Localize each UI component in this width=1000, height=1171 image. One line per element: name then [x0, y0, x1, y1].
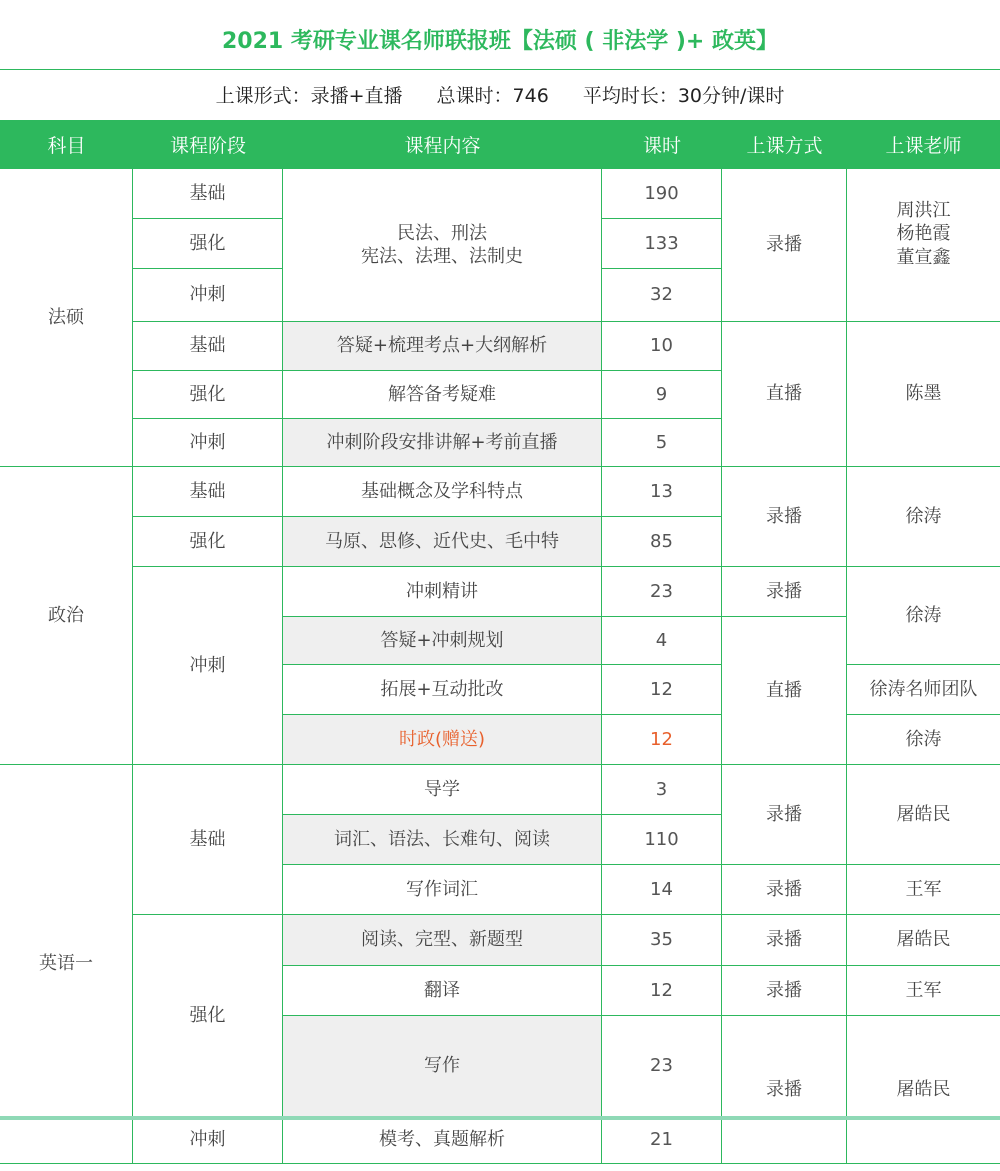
- header-content: 课程内容: [283, 120, 602, 169]
- content-cell: 解答备考疑难: [283, 371, 602, 419]
- hours-cell: 14: [602, 865, 722, 915]
- header-method: 上课方式: [722, 120, 847, 169]
- teacher-cell: 王军: [847, 966, 1000, 1016]
- teacher-cell: 徐涛: [847, 567, 1000, 665]
- header-subject: 科目: [0, 120, 133, 169]
- subject-cell: 政治: [0, 467, 133, 765]
- header-teacher: 上课老师: [847, 120, 1000, 169]
- method-cell: 录播: [722, 966, 847, 1016]
- subject-cell: 英语一: [0, 765, 133, 1164]
- stage-cell: 冲刺: [133, 1117, 283, 1164]
- course-table: [0, 120, 1000, 1151]
- stage-cell: 冲刺: [133, 567, 283, 765]
- teacher-cell: 周洪江 杨艳霞 董宣鑫: [847, 169, 1000, 322]
- method-cell: 录播: [722, 467, 847, 567]
- teacher-cell: 徐涛: [847, 467, 1000, 567]
- method-cell: 直播: [722, 617, 847, 765]
- content-cell: 写作: [283, 1016, 602, 1117]
- content-cell: 民法、刑法 宪法、法理、法制史: [283, 169, 602, 322]
- course-info-bar: [0, 70, 1000, 120]
- content-cell: 马原、思修、近代史、毛中特: [283, 517, 602, 567]
- method-cell: 直播: [722, 322, 847, 467]
- stage-cell: 冲刺: [133, 419, 283, 467]
- header-stage: 课程阶段: [133, 120, 283, 169]
- hours-cell: 12: [602, 665, 722, 715]
- stage-cell: 强化: [133, 371, 283, 419]
- teacher-cell: 屠皓民: [847, 915, 1000, 966]
- bottom-accent-bar: [0, 1116, 1000, 1120]
- teacher-cell: 陈墨: [847, 322, 1000, 467]
- teacher-cell: 徐涛: [847, 715, 1000, 765]
- hours-cell: 9: [602, 371, 722, 419]
- content-cell: 冲刺精讲: [283, 567, 602, 617]
- content-cell: 答疑+冲刺规划: [283, 617, 602, 665]
- hours-cell: 12: [602, 966, 722, 1016]
- hours-cell: 23: [602, 1016, 722, 1117]
- method-cell: 录播: [722, 765, 847, 865]
- stage-cell: 基础: [133, 467, 283, 517]
- hours-cell: 32: [602, 269, 722, 322]
- subject-cell: 法硕: [0, 169, 133, 467]
- hours-cell-highlight: 12: [602, 715, 722, 765]
- method-cell: 录播: [722, 915, 847, 966]
- header-hours: 课时: [602, 120, 722, 169]
- hours-cell: 133: [602, 219, 722, 269]
- course-format: 上课形式：录播+直播: [215, 85, 403, 107]
- hours-cell: 190: [602, 169, 722, 219]
- content-cell: 翻译: [283, 966, 602, 1016]
- page-title: 2021 考研专业课名师联报班【法硕 ( 非法学 )+ 政英】: [221, 29, 779, 54]
- content-cell: 词汇、语法、长难句、阅读: [283, 815, 602, 865]
- content-cell: 写作词汇: [283, 865, 602, 915]
- hours-cell: 5: [602, 419, 722, 467]
- stage-cell: 强化: [133, 219, 283, 269]
- hours-cell: 23: [602, 567, 722, 617]
- content-cell-highlight: 时政(赠送): [283, 715, 602, 765]
- content-cell: 拓展+互动批改: [283, 665, 602, 715]
- hours-cell: 10: [602, 322, 722, 371]
- stage-cell: 基础: [133, 169, 283, 219]
- hours-cell: 13: [602, 467, 722, 517]
- content-cell: 基础概念及学科特点: [283, 467, 602, 517]
- teacher-cell: 王军: [847, 865, 1000, 915]
- teacher-cell: 屠皓民: [847, 765, 1000, 865]
- stage-cell: 冲刺: [133, 269, 283, 322]
- method-cell: 录播: [722, 169, 847, 322]
- stage-cell: 基础: [133, 322, 283, 371]
- hours-cell: 21: [602, 1117, 722, 1164]
- stage-cell: 强化: [133, 517, 283, 567]
- total-hours: 总课时：746: [436, 85, 549, 107]
- hours-cell: 85: [602, 517, 722, 567]
- content-cell: 模考、真题解析: [283, 1117, 602, 1164]
- content-cell: 冲刺阶段安排讲解+考前直播: [283, 419, 602, 467]
- teacher-cell: 屠皓民: [847, 1016, 1000, 1164]
- method-cell: 录播: [722, 567, 847, 617]
- method-cell: 录播: [722, 865, 847, 915]
- stage-cell: 基础: [133, 765, 283, 915]
- hours-cell: 3: [602, 765, 722, 815]
- teacher-cell: 徐涛名师团队: [847, 665, 1000, 715]
- hours-cell: 4: [602, 617, 722, 665]
- content-cell: 阅读、完型、新题型: [283, 915, 602, 966]
- stage-cell: 强化: [133, 915, 283, 1117]
- hours-cell: 35: [602, 915, 722, 966]
- content-cell: 导学: [283, 765, 602, 815]
- average-duration: 平均时长：30分钟/课时: [582, 85, 785, 107]
- method-cell: 录播: [722, 1016, 847, 1164]
- content-cell: 答疑+梳理考点+大纲解析: [283, 322, 602, 371]
- hours-cell: 110: [602, 815, 722, 865]
